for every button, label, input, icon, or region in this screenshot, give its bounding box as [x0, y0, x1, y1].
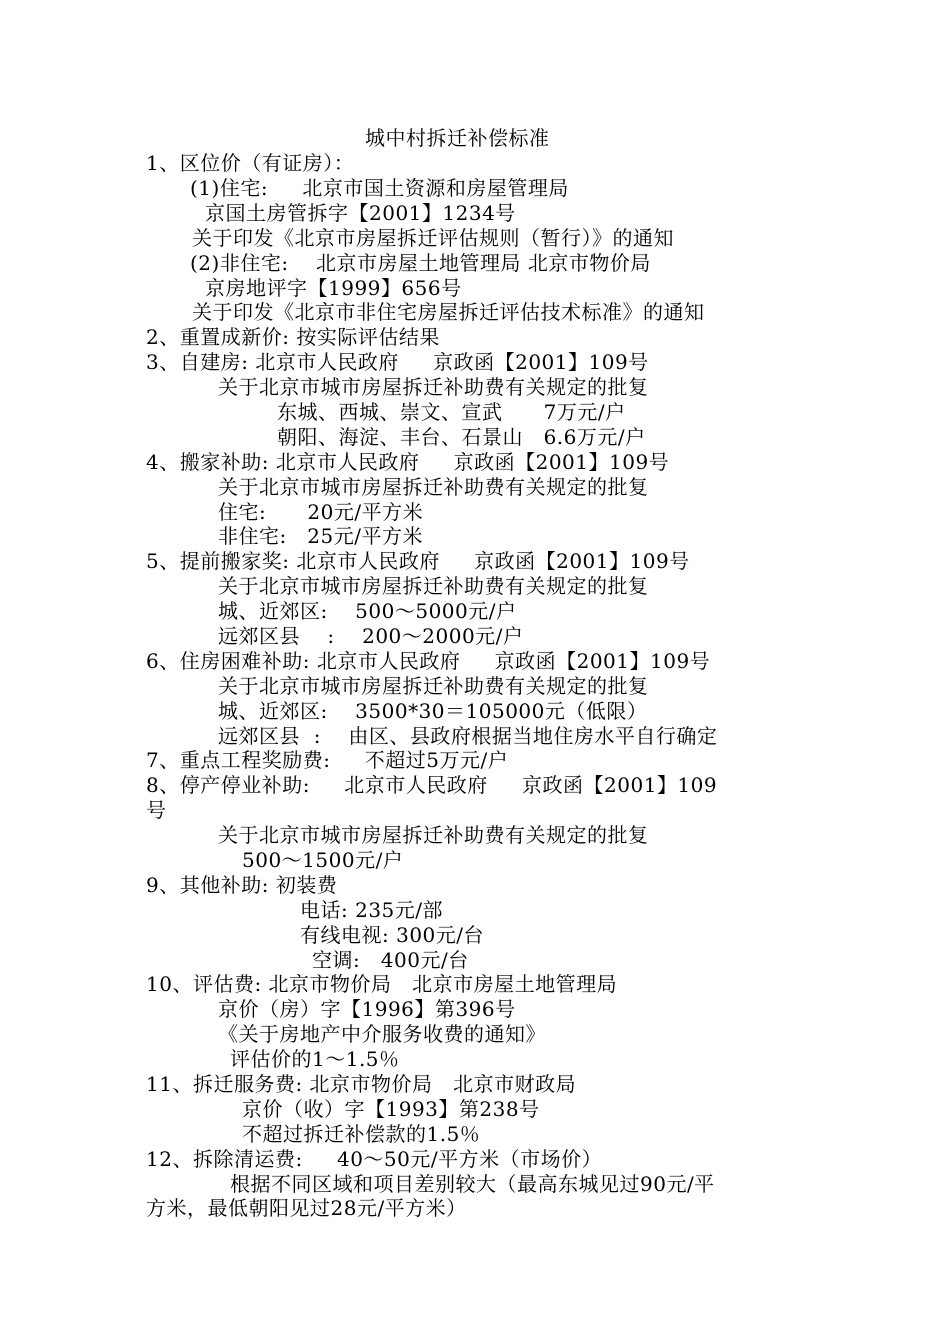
text-line: 关于印发《北京市房屋拆迁评估规则（暂行）》的通知: [192, 226, 674, 250]
text-line: 4、搬家补助: 北京市人民政府 京政函【2001】109号: [146, 450, 670, 474]
text-line: 关于印发《北京市非住宅房屋拆迁评估技术标准》的通知: [192, 300, 705, 324]
text-line: 8、停产停业补助: 北京市人民政府 京政函【2001】109: [146, 773, 718, 797]
text-line: 京国土房管拆字【2001】1234号: [205, 201, 516, 225]
text-line: 关于北京市城市房屋拆迁补助费有关规定的批复: [218, 674, 649, 698]
text-line: 11、拆迁服务费: 北京市物价局 北京市财政局: [146, 1072, 577, 1096]
text-line: 东城、西城、崇文、宣武 7万元/户: [277, 400, 626, 424]
document-title: 城中村拆迁补偿标准: [365, 126, 550, 150]
text-line: 不超过拆迁补偿款的1.5％: [242, 1122, 481, 1146]
text-line: 5、提前搬家奖: 北京市人民政府 京政函【2001】109号: [146, 549, 690, 573]
text-line: (2)非住宅: 北京市房屋土地管理局 北京市物价局: [190, 251, 651, 275]
text-line: 10、评估费: 北京市物价局 北京市房屋土地管理局: [146, 972, 618, 996]
text-line: 《关于房地产中介服务收费的通知》: [218, 1022, 546, 1046]
text-line: 远郊区县 : 200～2000元/户: [218, 624, 524, 648]
text-line: 号: [146, 798, 167, 822]
text-line: 朝阳、海淀、丰台、石景山 6.6万元/户: [277, 425, 646, 449]
text-line: 9、其他补助: 初装费: [146, 873, 338, 897]
text-line: 住宅: 20元/平方米: [218, 500, 424, 524]
text-line: 城、近郊区: 3500*30＝105000元（低限）: [218, 699, 648, 723]
text-line: 方米，最低朝阳见过28元/平方米）: [146, 1196, 467, 1220]
text-line: 京房地评字【1999】656号: [205, 276, 462, 300]
text-line: 电话: 235元/部: [300, 898, 444, 922]
text-line: 2、重置成新价: 按实际评估结果: [146, 325, 440, 349]
text-line: (1)住宅: 北京市国土资源和房屋管理局: [190, 176, 569, 200]
text-line: 远郊区县 : 由区、县政府根据当地住房水平自行确定: [218, 724, 718, 748]
text-line: 京价（收）字【1993】第238号: [242, 1097, 540, 1121]
text-line: 评估价的1～1.5％: [230, 1047, 400, 1071]
text-line: 有线电视: 300元/台: [300, 923, 485, 947]
text-line: 关于北京市城市房屋拆迁补助费有关规定的批复: [218, 574, 649, 598]
text-line: 城、近郊区: 500～5000元/户: [218, 599, 517, 623]
text-line: 12、拆除清运费: 40～50元/平方米（市场价）: [146, 1147, 603, 1171]
text-line: 3、自建房: 北京市人民政府 京政函【2001】109号: [146, 350, 649, 374]
text-line: 500～1500元/户: [242, 848, 404, 872]
text-line: 根据不同区域和项目差别较大（最高东城见过90元/平: [230, 1172, 715, 1196]
text-line: 关于北京市城市房屋拆迁补助费有关规定的批复: [218, 823, 649, 847]
text-line: 6、住房困难补助: 北京市人民政府 京政函【2001】109号: [146, 649, 711, 673]
text-line: 关于北京市城市房屋拆迁补助费有关规定的批复: [218, 375, 649, 399]
text-line: 关于北京市城市房屋拆迁补助费有关规定的批复: [218, 475, 649, 499]
text-line: 7、重点工程奖励费: 不超过5万元/户: [146, 748, 509, 772]
text-line: 空调: 400元/台: [312, 948, 469, 972]
text-line: 京价（房）字【1996】第396号: [218, 997, 516, 1021]
text-line: 非住宅: 25元/平方米: [218, 524, 423, 548]
text-line: 1、区位价（有证房）：: [146, 151, 355, 175]
